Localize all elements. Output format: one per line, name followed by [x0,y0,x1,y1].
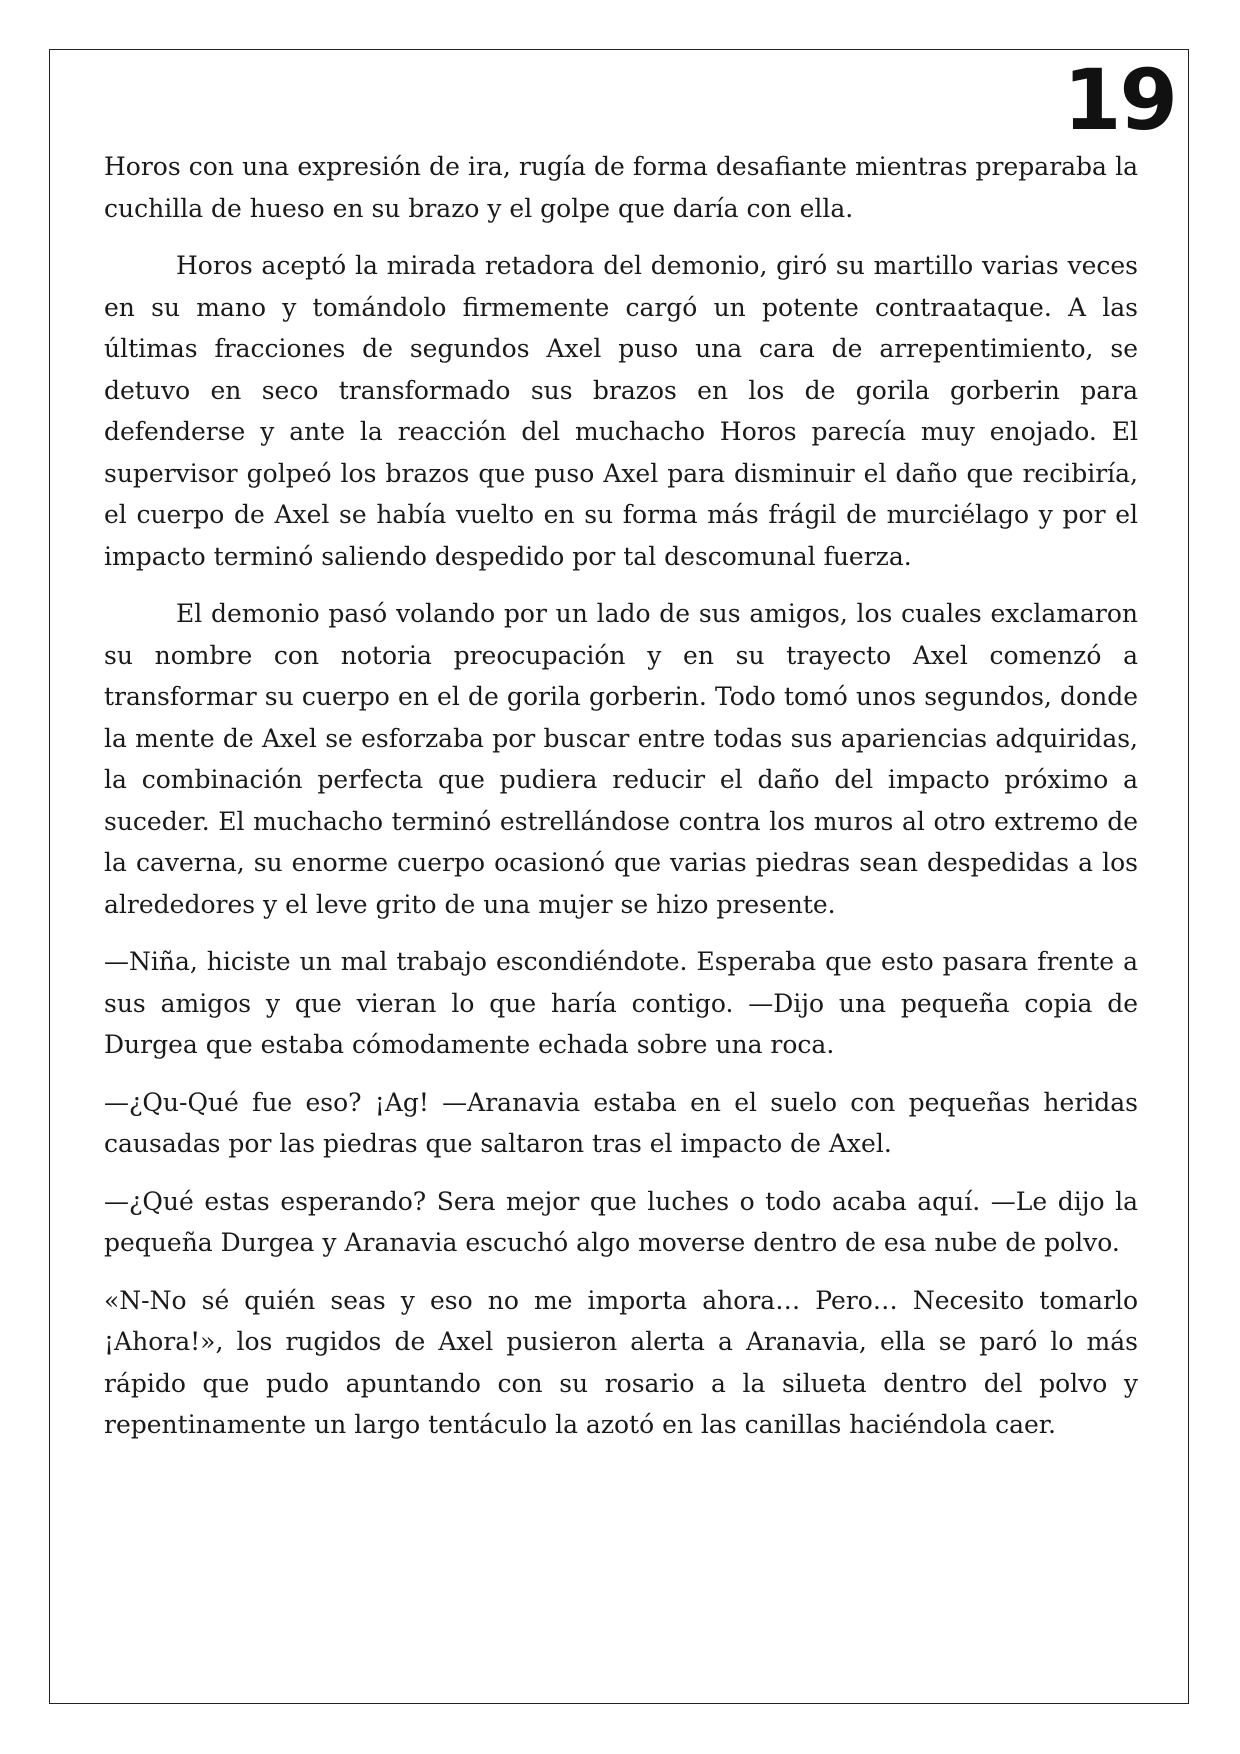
page-number: 19 [1063,51,1176,149]
dialogue-paragraph: —¿Qué estas esperando? Sera mejor que luches o todo acaba aquí. —Le dijo la pequeña Durgea y Aranavia escuchó algo moverse dentro de esa nube de polvo. [104,1186,1138,1257]
paragraph: El demonio pasó volando por un lado de sus amigos, los cuales exclamaron su nombre con notoria preocupación y en su trayecto Axel comenzó a transformar su cuerpo en el de gorila gorberin. Todo tomó unos segundos, donde la mente de Axel se esforzaba por buscar entre todas sus apariencias adquiridas, la combinación perfecta que pudiera reducir el daño del impacto próximo a suceder. El muchacho terminó estrellándose contra los muros al otro extremo de la caverna, su enorme cuerpo ocasionó que varias piedras sean despedidas a los alrededores y el leve grito de una mujer se hizo presente. [104,599,1138,919]
paragraph: Horos aceptó la mirada retadora del demonio, giró su martillo varias veces en su mano y tomándolo firmemente cargó un potente contraataque. A las últimas fracciones de segundos Axel puso una cara de arrepentimiento, se detuvo en seco transformado sus brazos en los de gorila gorberin para defenderse y ante la reacción del muchacho Horos parecía muy enojado. El supervisor golpeó los brazos que puso Axel para disminuir el daño que recibiría, el cuerpo de Axel se había vuelto en su forma más frágil de murciélago y por el impacto terminó saliendo despedido por tal descomunal fuerza. [104,251,1138,571]
text-body [104,146,1138,1462]
dialogue-paragraph: —Niña, hiciste un mal trabajo escondiéndote. Esperaba que esto pasara frente a sus amigos y que vieran lo que haría contigo. —Dijo una pequeña copia de Durgea que estaba cómodamente echada sobre una roca. [104,947,1138,1059]
thought-paragraph: «N-No sé quién seas y eso no me importa ahora… Pero… Necesito tomarlo ¡Ahora!», los rugidos de Axel pusieron alerta a Aranavia, ella se paró lo más rápido que pudo apuntando con su rosario a la silueta dentro del polvo y repentinamente un largo tentáculo la azotó en las canillas haciéndola caer. [104,1285,1138,1439]
paragraph: Horos con una expresión de ira, rugía de forma desafiante mientras preparaba la cuchilla de hueso en su brazo y el golpe que daría con ella. [104,152,1138,223]
dialogue-paragraph: —¿Qu-Qué fue eso? ¡Ag! —Aranavia estaba en el suelo con pequeñas heridas causadas por las piedras que saltaron tras el impacto de Axel. [104,1087,1138,1158]
